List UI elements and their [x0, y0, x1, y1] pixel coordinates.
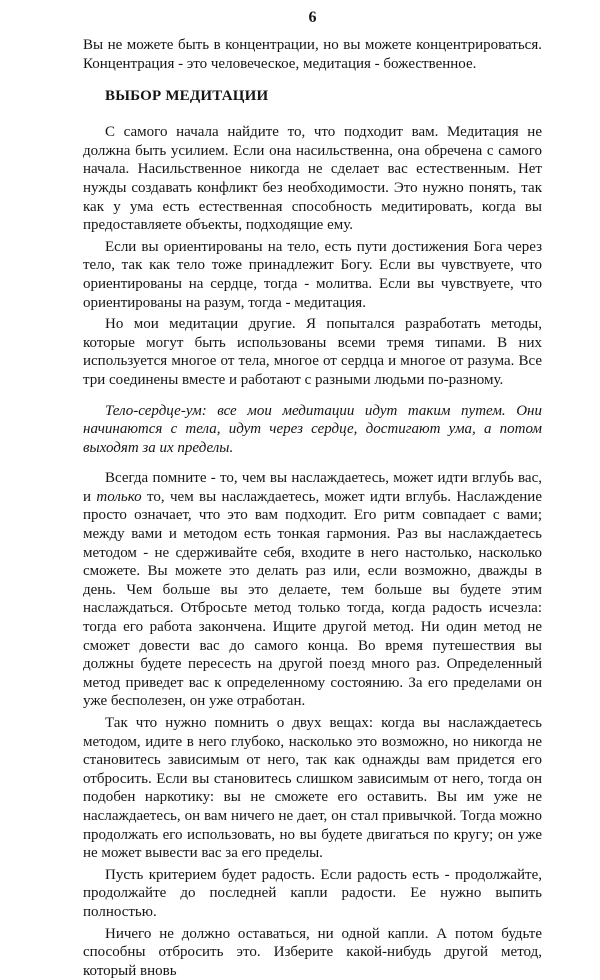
emphasis-text: только	[96, 488, 142, 505]
paragraph-text: то, чем вы наслаждаетесь, может идти вглубь. Наслаждение просто означает, что это вам подходит. Его ритм совпадает с вами; между вами и методом есть тонкая гармония. Раз вы наслаждаетесь методом - не сдерживайте себя, входите в него настолько, насколько сможете. Вы можете это делать раз или, если возможно, дважды в день. Чем больше вы это делаете, тем больше вы будете этим наслаждаться. Отбросьте метод только тогда, когда радость исчезла: тогда его работа закончена. Ищите другой метод. Ни один метод не сможет довести вас до самого конца. Во время путешествия вы должны будете пересесть на другой поезд много раз. Определенный метод приведет вас к определенному состоянию. За его пределами он уже бесполезен, он уже отработан.	[83, 488, 542, 710]
italic-paragraph: Тело-сердце-ум: все мои медитации идут таким путем. Они начинаются с тела, идут через сердце, достигают ума, а потом выходят за их пределы.	[83, 402, 542, 456]
paragraph: Так что нужно помнить о двух вещах: когда вы наслаждаетесь методом, идите в него глубоко, насколько это возможно, но никогда не становитесь зависимым от него, так как однажды вам придется его отбросить. Если вы становитесь слишком зависимым от него, тогда он подобен наркотику: вы не сможете его оставить. Вы им уже не наслаждаетесь, он вам ничего не дает, он стал привычкой. Тогда можно продолжать его использовать, но вы будете двигаться по кругу; он уже не может вывести вас за его пределы.	[83, 715, 542, 862]
paragraph-enjoyment	[83, 469, 542, 711]
lead-paragraph: Вы не можете быть в концентрации, но вы можете концентрироваться. Концентрация - это человеческое, медитация - божественное.	[83, 37, 542, 72]
paragraph: Но мои медитации другие. Я попытался разработать методы, которые могут быть использованы всеми тремя типами. В них используется многое от тела, многое от сердца и многое от разума. Все три соединены вместе и работают с разными людьми по-разному.	[83, 316, 542, 388]
page-number: 6	[308, 9, 317, 26]
paragraph: С самого начала найдите то, что подходит вам. Медитация не должна быть усилием. Если она насильственна, она обречена с самого начала. Насильственное никогда не сделает вас естественным. Нет нужды создавать конфликт без необходимости. Это нужно понять, так как у ума есть естественная способность медитировать, когда вы предоставляете объекты, подходящие ему.	[83, 124, 542, 234]
paragraph: Пусть критерием будет радость. Если радость есть - продолжайте, продолжайте до последней капли радости. Ее нужно выпить полностью.	[83, 866, 542, 920]
paragraph: Ничего не должно оставаться, ни одной капли. А потом будьте способны отбросить это. Изберите какой-нибудь другой метод, который вновь	[83, 925, 542, 979]
paragraph: Если вы ориентированы на тело, есть пути достижения Бога через тело, так как тело тоже принадлежит Богу. Если вы чувствуете, что ориентированы на сердце, тогда - молитва. Если вы чувствуете, что ориентированы на разум, тогда - медитация.	[83, 238, 542, 311]
section-heading: ВЫБОР МЕДИТАЦИИ	[105, 88, 269, 105]
paragraph-text: Всегда помните - то, чем вы наслаждаетесь, может идти вглубь вас, и	[83, 470, 542, 505]
